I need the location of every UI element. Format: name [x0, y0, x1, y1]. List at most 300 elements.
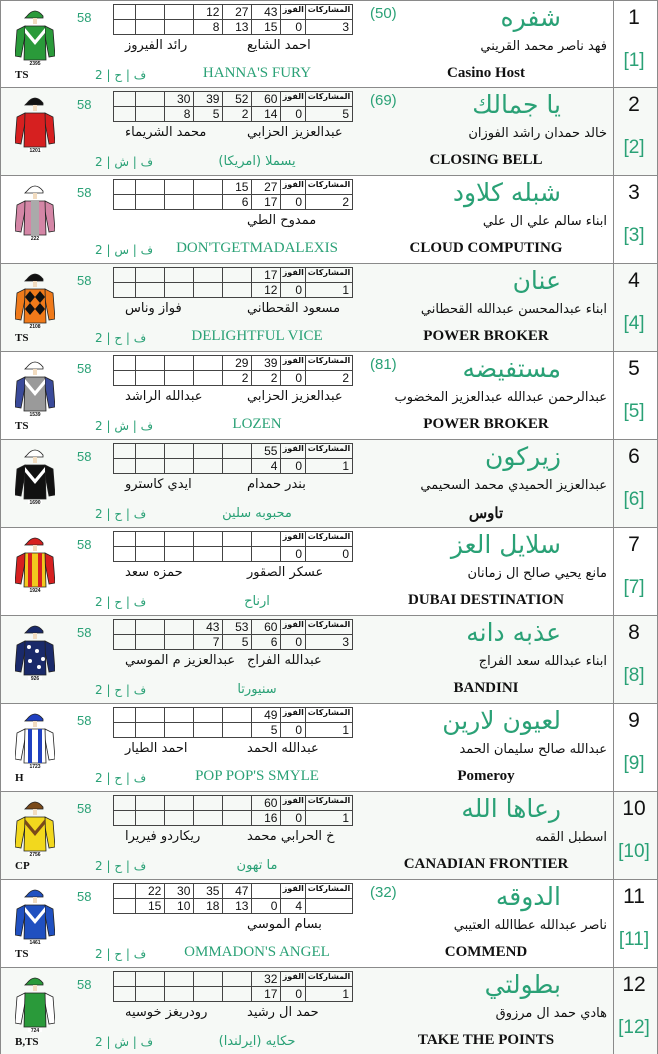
jockey-name: فواز وناس [125, 301, 182, 316]
stat-cell [114, 899, 136, 914]
equipment-code: TS [15, 69, 29, 81]
weight: 58 [77, 361, 92, 376]
stat-cell [136, 723, 165, 738]
stat-cell: 13 [223, 899, 252, 914]
participations-header: المشاركات [306, 972, 353, 987]
trainer-name: بندر حمدام [247, 477, 306, 492]
owner-name: اسطبل القمه [535, 830, 607, 845]
stat-cell [165, 356, 194, 371]
participations-header: المشاركات [306, 268, 353, 283]
race-tags: ف | ح | 2 [95, 859, 147, 873]
stat-cell [136, 20, 165, 35]
race-tags: ف | ح | 2 [95, 68, 147, 82]
stat-cell [252, 884, 281, 899]
stat-cell [165, 444, 194, 459]
stat-cell: 15 [223, 180, 252, 195]
gate-number: [10] [618, 841, 650, 862]
race-tags: ف | ش | 2 [95, 1035, 154, 1049]
stat-cell [136, 444, 165, 459]
stat-cell: 32 [252, 972, 281, 987]
stat-cell: 2 [252, 371, 281, 386]
stat-cell: 6 [223, 195, 252, 210]
stat-cell [114, 972, 136, 987]
stat-cell: 1 [306, 459, 353, 474]
svg-text:1201: 1201 [29, 148, 41, 153]
runner-number-cell [613, 528, 658, 615]
rating: (69) [370, 92, 397, 109]
trainer-name: عبدالعزيز الحزابي [247, 125, 343, 140]
trainer-name: عبدالله الفراج [247, 653, 322, 668]
sire-name: (يسملا (امريكا [218, 154, 296, 169]
stat-cell: 2 [306, 195, 353, 210]
stat-cell [136, 708, 165, 723]
runner-row[interactable] [0, 968, 658, 1054]
sire-name: سنيورتا [237, 682, 277, 697]
weight: 58 [77, 10, 92, 25]
runner-row[interactable] [0, 176, 658, 264]
runner-row[interactable] [0, 88, 658, 176]
sire-name: POP POP'S SMYLE [195, 768, 319, 784]
gate-number: [3] [623, 225, 645, 246]
wins-header: الفوز [281, 180, 306, 195]
gate-number: [2] [623, 137, 645, 158]
stat-cell [223, 444, 252, 459]
stat-cell: 0 [281, 987, 306, 1002]
stat-cell: 39 [194, 92, 223, 107]
runner-number-cell [613, 616, 658, 703]
race-tags: ف | ح | 2 [95, 947, 147, 961]
svg-text:1924: 1924 [29, 588, 41, 593]
owner-name: مانع يحيي صالح ال زمانان [467, 566, 607, 581]
participations-header: المشاركات [306, 620, 353, 635]
stat-cell: 5 [252, 723, 281, 738]
stat-cell: 0 [252, 899, 281, 914]
stat-cell: 2 [306, 371, 353, 386]
jockey-silks-icon [15, 445, 55, 505]
stat-cell: 14 [252, 107, 281, 122]
runner-number-cell [613, 352, 658, 439]
runner-row[interactable] [0, 528, 658, 616]
horse-name-english: COMMEND [444, 944, 528, 960]
jockey-name: رودريغز خوسيه [125, 1005, 208, 1020]
jockey-name: عبدالعزيز م الموسي [125, 653, 236, 668]
wins-header: الفوز [281, 620, 306, 635]
trainer-name: ممدوح الطي [247, 213, 317, 228]
stat-cell [136, 283, 165, 298]
stat-cell [114, 811, 136, 826]
stat-cell: 27 [223, 5, 252, 20]
stat-cell [165, 547, 194, 562]
jockey-name: حمزه سعد [125, 565, 183, 580]
stat-cell [194, 356, 223, 371]
stat-cell: 17 [252, 195, 281, 210]
horse-name-arabic: رعاها الله [461, 794, 561, 823]
stat-cell: 12 [252, 283, 281, 298]
jockey-name: محمد الشريماء [125, 125, 207, 140]
weight: 58 [77, 97, 92, 112]
stat-cell [114, 195, 136, 210]
stat-cell: 10 [165, 899, 194, 914]
horse-name-arabic: شفره [500, 3, 561, 32]
stat-cell: 8 [194, 20, 223, 35]
stat-cell: 0 [281, 635, 306, 650]
stat-cell: 0 [281, 195, 306, 210]
stat-cell [194, 371, 223, 386]
stat-cell: 1 [306, 283, 353, 298]
stat-cell: 2 [223, 371, 252, 386]
stats-table [113, 443, 353, 474]
wins-header: الفوز [281, 796, 306, 811]
stat-cell: 4 [281, 899, 306, 914]
equipment-code: TS [15, 332, 29, 344]
owner-name: عبدالرحمن عبدالله عبدالعزيز المخضوب [394, 390, 607, 405]
stat-cell [136, 92, 165, 107]
gate-number: [8] [623, 665, 645, 686]
stat-cell: 0 [306, 547, 353, 562]
stat-cell [165, 811, 194, 826]
stat-cell [136, 268, 165, 283]
trainer-name: احمد الشايع [247, 38, 311, 53]
runner-row[interactable] [0, 792, 658, 880]
jockey-silks-icon [15, 621, 55, 681]
stat-cell [223, 972, 252, 987]
stat-cell: 4 [252, 459, 281, 474]
sire-name: DELIGHTFUL VICE [191, 328, 323, 344]
stat-cell: 3 [306, 20, 353, 35]
sire-name: محبوبه سلين [222, 506, 292, 521]
stat-cell: 2 [223, 107, 252, 122]
wins-header: الفوز [281, 972, 306, 987]
stat-cell: 39 [252, 356, 281, 371]
runner-row[interactable] [0, 704, 658, 792]
stat-cell [136, 356, 165, 371]
stat-cell [165, 708, 194, 723]
stat-cell [194, 723, 223, 738]
stat-cell [114, 796, 136, 811]
gate-number: [9] [623, 753, 645, 774]
stat-cell: 5 [223, 635, 252, 650]
runner-number: 11 [623, 885, 645, 908]
stats-table [113, 795, 353, 826]
stat-cell [194, 444, 223, 459]
runner-row[interactable] [0, 352, 658, 440]
stat-cell: 22 [136, 884, 165, 899]
stat-cell [223, 532, 252, 547]
gate-number: [4] [623, 313, 645, 334]
stat-cell [194, 547, 223, 562]
stat-cell: 17 [252, 268, 281, 283]
stat-cell: 18 [194, 899, 223, 914]
jockey-silks-icon [15, 6, 55, 66]
sire-name: LOZEN [232, 416, 282, 432]
stat-cell [194, 180, 223, 195]
wins-header: الفوز [281, 356, 306, 371]
horse-name-english: POWER BROKER [423, 328, 549, 344]
horse-name-english: TAKE THE POINTS [417, 1032, 555, 1048]
equipment-code: B,TS [15, 1036, 39, 1048]
weight: 58 [77, 889, 92, 904]
jockey-silks-icon [15, 181, 55, 241]
runner-number: 6 [628, 445, 640, 468]
stat-cell [306, 899, 353, 914]
stat-cell [223, 459, 252, 474]
rating: (81) [370, 356, 397, 373]
stat-cell: 12 [194, 5, 223, 20]
svg-text:222: 222 [30, 236, 40, 241]
owner-name: ابناء عبدالله سعد الفراج [478, 654, 607, 669]
stat-cell [114, 459, 136, 474]
race-tags: ف | ح | 2 [95, 507, 147, 521]
trainer-name: عبدالعزيز الحزابي [247, 389, 343, 404]
svg-text:1723: 1723 [29, 764, 41, 769]
stat-cell: 5 [194, 107, 223, 122]
stats-table [113, 91, 353, 122]
stat-cell: 47 [223, 884, 252, 899]
jockey-silks-icon [15, 357, 55, 417]
stat-cell [165, 635, 194, 650]
stat-cell [136, 180, 165, 195]
trainer-name: حمد ال رشيد [247, 1005, 319, 1020]
stat-cell [223, 547, 252, 562]
stat-cell [165, 371, 194, 386]
jockey-silks-icon [15, 797, 55, 857]
horse-name-english: تاوس [468, 506, 504, 522]
jockey-silks-icon [15, 973, 55, 1033]
horse-name-english: BANDINI [453, 680, 519, 696]
stat-cell: 0 [281, 459, 306, 474]
horse-name-english: DUBAI DESTINATION [407, 592, 564, 608]
stat-cell [165, 5, 194, 20]
race-tags: ف | ح | 2 [95, 331, 147, 345]
stat-cell [136, 547, 165, 562]
stat-cell [194, 532, 223, 547]
runner-number-cell [613, 968, 658, 1054]
stat-cell [165, 723, 194, 738]
race-tags: ف | ح | 2 [95, 771, 147, 785]
stat-cell [114, 620, 136, 635]
runner-row[interactable] [0, 616, 658, 704]
stats-table [113, 707, 353, 738]
wins-header: الفوز [281, 5, 306, 20]
stat-cell [252, 547, 281, 562]
stat-cell [114, 107, 136, 122]
runner-number: 12 [622, 973, 646, 996]
stat-cell: 0 [281, 283, 306, 298]
jockey-silks-icon [15, 885, 55, 945]
stat-cell: 16 [252, 811, 281, 826]
jockey-name: احمد الطيار [125, 741, 188, 756]
stat-cell: 60 [252, 92, 281, 107]
stat-cell: 8 [165, 107, 194, 122]
gate-number: [7] [623, 577, 645, 598]
participations-header: المشاركات [306, 5, 353, 20]
rating: (50) [370, 5, 397, 22]
race-tags: ف | ح | 2 [95, 595, 147, 609]
horse-name-arabic: لعيون لارين [442, 706, 561, 735]
runner-number: 4 [628, 269, 640, 292]
participations-header: المشاركات [306, 532, 353, 547]
runner-row[interactable] [0, 440, 658, 528]
stat-cell [165, 195, 194, 210]
stats-table [113, 355, 353, 386]
stats-table [113, 531, 353, 562]
runner-row[interactable] [0, 264, 658, 352]
horse-name-english: CLOUD COMPUTING [409, 240, 563, 256]
horse-name-arabic: زيركون [484, 442, 561, 471]
owner-name: ابناء سالم علي ال علي [482, 214, 607, 229]
runner-number-cell [613, 440, 658, 527]
runner-row[interactable] [0, 0, 658, 88]
stat-cell: 5 [306, 107, 353, 122]
wins-header: الفوز [281, 708, 306, 723]
equipment-code: TS [15, 420, 29, 432]
sire-name: HANNA'S FURY [202, 65, 312, 81]
stat-cell [114, 444, 136, 459]
stat-cell [223, 268, 252, 283]
stat-cell [194, 708, 223, 723]
wins-header: الفوز [281, 92, 306, 107]
sire-name: OMMADON'S ANGEL [184, 944, 330, 960]
weight: 58 [77, 185, 92, 200]
equipment-code: TS [15, 948, 29, 960]
stats-table [113, 267, 353, 298]
jockey-silks-icon [15, 269, 55, 329]
stat-cell [165, 20, 194, 35]
runner-number: 7 [628, 533, 640, 556]
stat-cell: 30 [165, 884, 194, 899]
jockey-name: ايدي كاسترو [125, 477, 192, 492]
stat-cell [114, 884, 136, 899]
stat-cell: 17 [252, 987, 281, 1002]
stat-cell [194, 195, 223, 210]
race-tags: ف | س | 2 [95, 243, 154, 257]
runner-number: 1 [628, 6, 640, 29]
owner-name: هادي حمد ال مرزوق [495, 1006, 607, 1021]
weight: 58 [77, 273, 92, 288]
stat-cell [165, 620, 194, 635]
horse-name-english: Casino Host [447, 65, 525, 81]
stat-cell [165, 283, 194, 298]
race-tags: ف | ح | 2 [95, 683, 147, 697]
stat-cell: 1 [306, 723, 353, 738]
runner-number-cell [613, 1, 658, 88]
stat-cell [136, 459, 165, 474]
owner-name: ابناء عبدالمحسن عبدالله القحطاني [420, 302, 607, 317]
horse-name-arabic: عنان [512, 266, 561, 295]
horse-name-arabic: الدوقه [495, 882, 561, 911]
runner-row[interactable] [0, 880, 658, 968]
stat-cell [194, 796, 223, 811]
stat-cell: 27 [252, 180, 281, 195]
stat-cell [136, 811, 165, 826]
horse-name-english: Pomeroy [457, 768, 515, 784]
trainer-name: مسعود القحطاني [247, 301, 341, 316]
svg-text:2756: 2756 [29, 852, 41, 857]
weight: 58 [77, 977, 92, 992]
stat-cell [165, 180, 194, 195]
stat-cell [114, 987, 136, 1002]
owner-name: فهد ناصر محمد القريني [480, 39, 607, 54]
stat-cell [194, 987, 223, 1002]
trainer-name: خ الحرابي محمد [247, 829, 335, 844]
stat-cell: 0 [281, 371, 306, 386]
gate-number: [1] [623, 50, 645, 71]
runner-number: 9 [628, 709, 640, 732]
race-tags: ف | ش | 2 [95, 155, 154, 169]
stat-cell [165, 532, 194, 547]
sire-name: (حكايه (ايرلندا [218, 1034, 296, 1049]
stat-cell [114, 283, 136, 298]
race-tags: ف | ش | 2 [95, 419, 154, 433]
jockey-name: عبدالله الراشد [125, 389, 203, 404]
stat-cell [194, 459, 223, 474]
stats-table [113, 883, 353, 914]
runner-number-cell [613, 880, 658, 967]
stat-cell [114, 547, 136, 562]
stat-cell [223, 811, 252, 826]
stat-cell [114, 723, 136, 738]
stat-cell [223, 723, 252, 738]
stat-cell [194, 972, 223, 987]
stat-cell: 0 [281, 723, 306, 738]
horse-name-english: POWER BROKER [423, 416, 549, 432]
svg-text:1461: 1461 [29, 940, 41, 945]
stat-cell [136, 635, 165, 650]
weight: 58 [77, 449, 92, 464]
stat-cell [136, 620, 165, 635]
stat-cell [223, 283, 252, 298]
participations-header: المشاركات [306, 180, 353, 195]
stat-cell: 15 [252, 20, 281, 35]
gate-number: [5] [623, 401, 645, 422]
runner-number-cell [613, 264, 658, 351]
svg-text:2395: 2395 [29, 61, 41, 66]
gate-number: [11] [618, 929, 650, 950]
weight: 58 [77, 537, 92, 552]
stat-cell: 0 [281, 20, 306, 35]
runner-number-cell [613, 792, 658, 879]
jockey-name: رائد الفيروز [125, 38, 188, 53]
stat-cell: 60 [252, 796, 281, 811]
stat-cell: 49 [252, 708, 281, 723]
horse-name-arabic: مستفيضه [462, 354, 561, 383]
stat-cell: 13 [223, 20, 252, 35]
stat-cell [136, 5, 165, 20]
owner-name: ناصر عبدالله عطاالله العتيبي [453, 918, 607, 933]
svg-text:926: 926 [30, 676, 40, 681]
wins-header: الفوز [281, 444, 306, 459]
participations-header: المشاركات [306, 356, 353, 371]
stat-cell: 6 [252, 635, 281, 650]
wins-header: الفوز [281, 532, 306, 547]
jockey-silks-icon [15, 93, 55, 153]
sire-name: ارناح [244, 594, 270, 609]
jockey-silks-icon [15, 533, 55, 593]
horse-name-english: CLOSING BELL [429, 152, 543, 168]
runner-number-cell [613, 176, 658, 263]
stat-cell: 53 [223, 620, 252, 635]
svg-text:2108: 2108 [29, 324, 41, 329]
stat-cell: 35 [194, 884, 223, 899]
runner-number: 10 [622, 797, 646, 820]
equipment-code: CP [15, 860, 30, 872]
stat-cell [136, 371, 165, 386]
stat-cell [194, 811, 223, 826]
horse-name-arabic: بطولتي [484, 970, 561, 999]
stat-cell [136, 987, 165, 1002]
gate-number: [12] [618, 1017, 650, 1038]
stat-cell [165, 459, 194, 474]
